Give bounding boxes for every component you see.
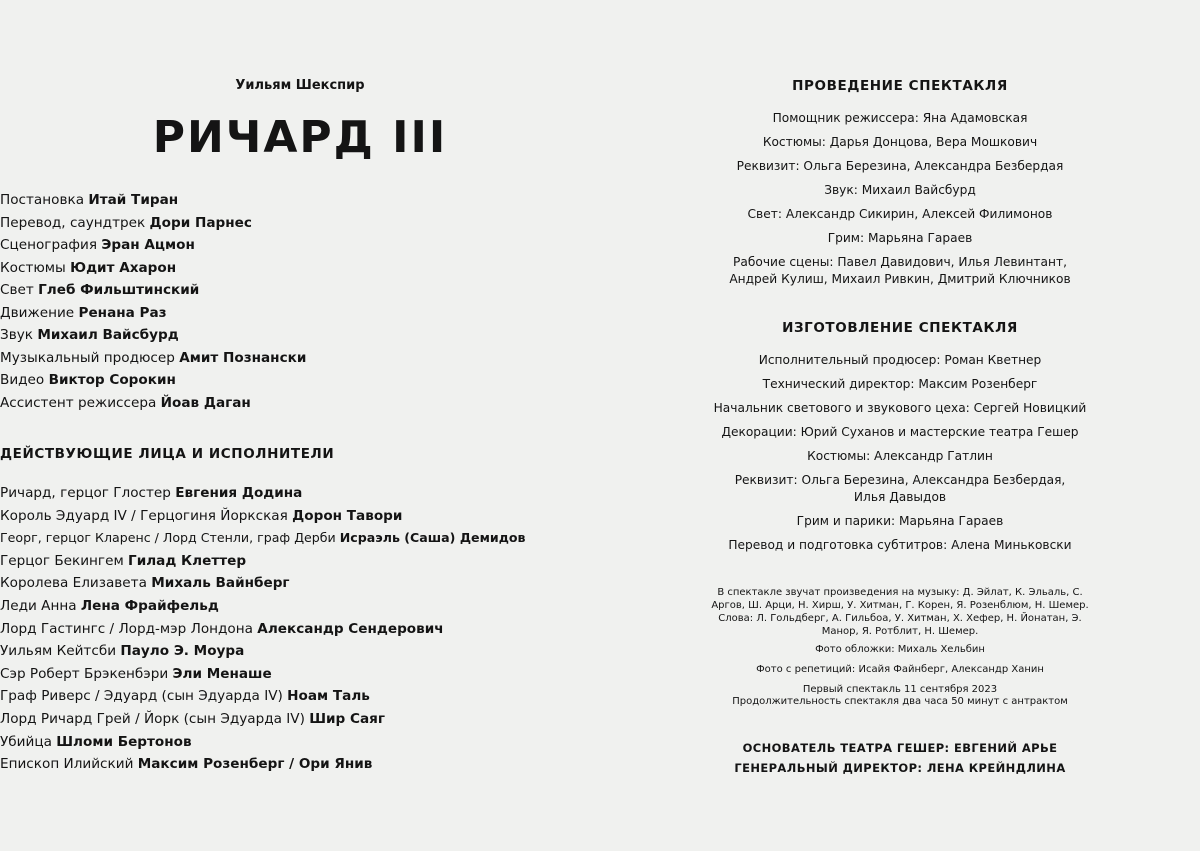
cast-line [0, 505, 600, 528]
credit-line [0, 189, 600, 212]
cast-role: Граф Риверс / Эдуард (сын Эдуарда IV) [0, 688, 283, 705]
music-note: В спектакле звучат произведения на музыку: Д. Эйлат, К. Эльаль, С. Аргов, Ш. Арци, Н. Хирш, У. Хитман, Г. Корен, Я. Розенблюм, Н. Шемер. Слова: Л. Гольдберг, А. Гильбоа, У. Хитман, Х. Хефер, Н. Йонатан, Э. Манор, Я. Ротблит, Н. Шемер. [711, 587, 1089, 637]
credit-name: Виктор Сорокин [48, 372, 176, 388]
credit-line [0, 212, 600, 235]
production-list [600, 110, 1200, 295]
staff-line: Грим и парики: Марьяна Гараев [796, 514, 1004, 528]
credit-role: Костюмы [0, 259, 66, 276]
cast-line [0, 753, 600, 776]
cast-heading: ДЕЙСТВУЮЩИЕ ЛИЦА И ИСПОЛНИТЕЛИ [0, 446, 335, 462]
credit-line [0, 302, 600, 325]
credit-line [0, 234, 600, 257]
cast-actor: Евгения Додина [175, 485, 303, 501]
cast-actor: Эли Менаше [172, 665, 272, 682]
making-heading: ИЗГОТОВЛЕНИЕ СПЕКТАКЛЯ [782, 320, 1018, 336]
credit-line [0, 347, 600, 370]
cast-line [0, 482, 600, 505]
cast-actor: Шломи Бертонов [56, 733, 192, 750]
staff-line: Перевод и подготовка субтитров: Алена Миньковски [728, 538, 1072, 552]
staff-line: Исполнительный продюсер: Роман Кветнер [758, 353, 1042, 367]
cast-role: Георг, герцог Кларенс / Лорд Стенли, граф Дерби [0, 530, 336, 546]
cast-role: Королева Елизавета [0, 575, 147, 592]
cast-role: Ричард, герцог Глостер [0, 485, 171, 501]
credit-name: Йоав Даган [160, 394, 251, 411]
credit-name: Дори Парнес [149, 214, 252, 231]
cast-role: Убийца [0, 733, 52, 750]
credits-list [0, 189, 600, 414]
cast-role: Леди Анна [0, 597, 77, 614]
staff-line [600, 254, 1200, 288]
cover-photo-credit: Фото обложки: Михаль Хельбин [815, 644, 985, 655]
credit-line [0, 369, 600, 392]
cast-line [0, 708, 600, 731]
staff-line [600, 472, 1200, 506]
cast-actor: Исраэль (Саша) Демидов [339, 530, 526, 546]
premiere-date: Первый спектакль 11 сентября 2023 [802, 684, 998, 695]
credit-role: Музыкальный продюсер [0, 349, 175, 366]
credit-role: Движение [0, 304, 75, 321]
credit-name: Юдит Ахарон [70, 259, 177, 276]
cast-role: Сэр Роберт Брэкенбэри [0, 665, 169, 682]
credit-name: Итай Тиран [88, 192, 179, 208]
staff-line: Помощник режиссера: Яна Адамовская [772, 111, 1028, 125]
cast-actor: Михаль Вайнберг [151, 575, 290, 592]
stage-crew-line-1: Рабочие сцены: Павел Давидович, Илья Левинтант, [733, 255, 1067, 269]
staff-line: Грим: Марьяна Гараев [827, 231, 973, 245]
cast-role: Лорд Гастингс / Лорд-мэр Лондона [0, 620, 253, 637]
credit-role: Видео [0, 372, 45, 388]
staff-line: Декорации: Юрий Суханов и мастерские театра Гешер [721, 425, 1079, 439]
cast-actor: Шир Саяг [309, 710, 385, 727]
cast-line [0, 595, 600, 618]
cast-line [0, 572, 600, 595]
credit-role: Звук [0, 327, 33, 343]
cast-line [0, 618, 600, 641]
cast-line [0, 550, 600, 573]
staff-line: Костюмы: Александр Гатлин [807, 449, 993, 463]
production-heading: ПРОВЕДЕНИЕ СПЕКТАКЛЯ [792, 78, 1008, 94]
staff-line: Начальник светового и звукового цеха: Сергей Новицкий [713, 401, 1087, 415]
credit-role: Сценография [0, 237, 98, 253]
play-title: РИЧАРД III [152, 112, 448, 163]
cast-role: Король Эдуард IV / Герцогиня Йоркская [0, 507, 288, 524]
credit-role: Постановка [0, 192, 85, 208]
credit-name: Эран Ацмон [101, 237, 195, 253]
staff-line: Технический директор: Максим Розенберг [762, 377, 1038, 391]
credit-line [0, 324, 600, 347]
credit-name: Амит Познански [179, 349, 307, 366]
credit-line [0, 257, 600, 280]
show-duration: Продолжительность спектакля два часа 50 минут с антрактом [732, 696, 1068, 707]
props-line-2: Илья Давыдов [853, 490, 947, 504]
theatre-founder: ОСНОВАТЕЛЬ ТЕАТРА ГЕШЕР: ЕВГЕНИЙ АРЬЕ [742, 741, 1058, 755]
cast-role: Лорд Ричард Грей / Йорк (сын Эдуарда IV) [0, 710, 305, 727]
credit-role: Свет [0, 282, 34, 298]
credit-role: Ассистент режиссера [0, 394, 157, 411]
making-list [600, 352, 1200, 561]
credit-name: Глеб Фильштинский [38, 282, 200, 298]
cast-line [0, 731, 600, 754]
cast-line [0, 640, 600, 663]
cast-actor: Александр Сендерович [257, 620, 444, 637]
cast-actor: Ноам Таль [287, 688, 370, 705]
cast-actor: Лена Фрайфельд [80, 597, 219, 614]
cast-list [0, 482, 600, 776]
premiere-info [600, 684, 1200, 708]
cast-role: Епископ Илийский [0, 756, 134, 773]
credit-line [0, 279, 600, 302]
cast-line [0, 527, 600, 550]
props-line-1: Реквизит: Ольга Березина, Александра Безбердая, [734, 473, 1066, 487]
cast-actor: Дорон Тавори [292, 507, 403, 524]
cast-actor: Максим Розенберг / Ори Янив [137, 756, 373, 773]
stage-crew-line-2: Андрей Кулиш, Михаил Ривкин, Дмитрий Ключников [729, 272, 1071, 286]
rehearsal-photo-credit: Фото с репетиций: Исайя Файнберг, Александр Ханин [756, 664, 1044, 675]
leadership [600, 738, 1200, 778]
staff-line: Реквизит: Ольга Березина, Александра Безбердая [736, 159, 1064, 173]
cast-role: Уильям Кейтсби [0, 643, 117, 660]
author: Уильям Шекспир [235, 78, 365, 93]
staff-line: Костюмы: Дарья Донцова, Вера Мошкович [762, 135, 1038, 149]
staff-line: Свет: Александр Сикирин, Алексей Филимонов [747, 207, 1053, 221]
cast-actor: Гилад Клеттер [128, 552, 247, 569]
credit-name: Михаил Вайсбурд [37, 327, 179, 343]
cast-actor: Пауло Э. Моура [120, 643, 245, 660]
staff-line: Звук: Михаил Вайсбурд [824, 183, 976, 197]
cast-line [0, 663, 600, 686]
credit-line [0, 392, 600, 415]
credit-name: Ренана Раз [78, 304, 167, 321]
cast-role: Герцог Бекингем [0, 552, 124, 569]
general-director: ГЕНЕРАЛЬНЫЙ ДИРЕКТОР: ЛЕНА КРЕЙНДЛИНА [734, 761, 1066, 775]
cast-line [0, 685, 600, 708]
credit-role: Перевод, саундтрек [0, 214, 146, 231]
